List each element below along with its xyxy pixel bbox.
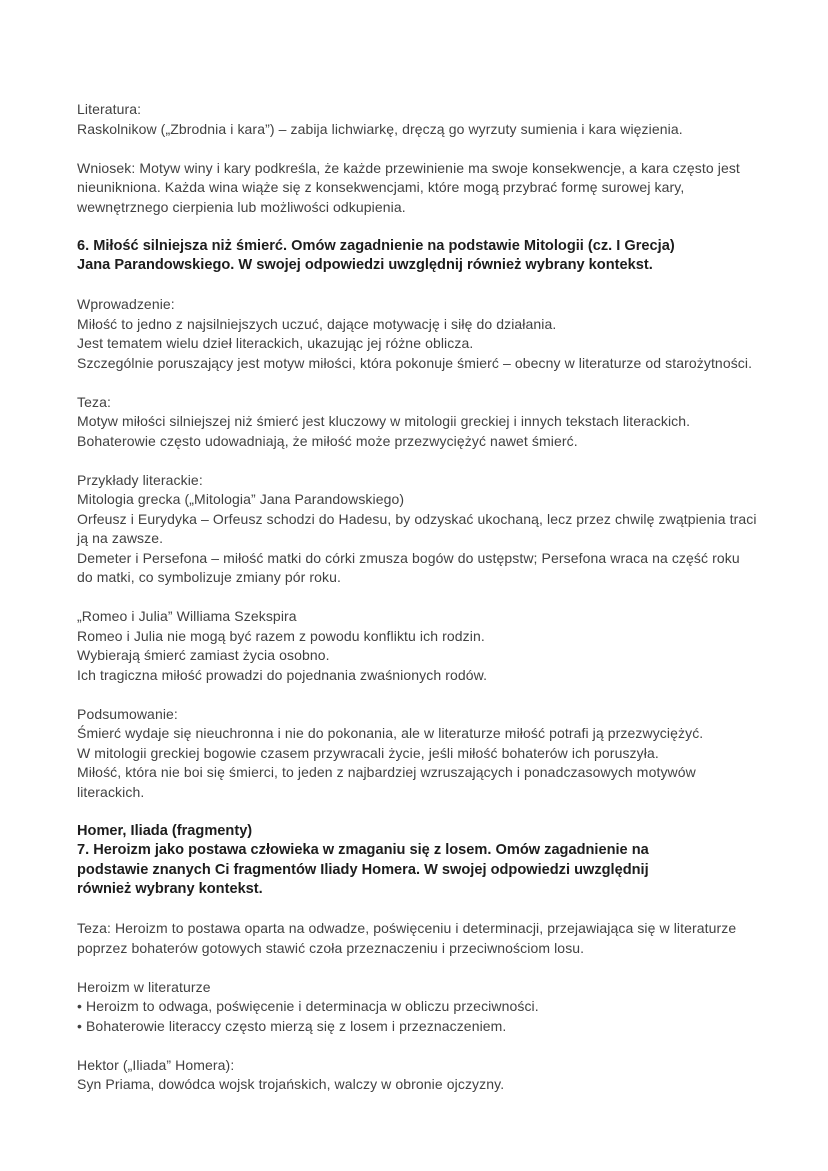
text-line: do matki, co symbolizuje zmiany pór roku. — [77, 569, 341, 585]
paragraph-block — [77, 295, 797, 373]
text-line: Hektor („Iliada” Homera): — [77, 1056, 235, 1073]
heading-line: 7. Heroizm jako postawa człowieka w zmaganiu się z losem. Omów zagadnienie na — [77, 842, 649, 858]
paragraph-block — [77, 607, 797, 685]
text-line: Wniosek: Motyw winy i kary podkreśla, że każde przewinienie ma swoje konsekwencje, a kara często jest — [77, 159, 740, 176]
text-line: Miłość, która nie boi się śmierci, to jeden z najbardziej wzruszających i ponadczasowych motywów — [77, 764, 696, 780]
text-line: Orfeusz i Eurydyka – Orfeusz schodzi do Hadesu, by odzyskać ukochaną, lecz przez chwilę zwątpienia traci — [77, 510, 757, 527]
paragraph-block — [77, 1056, 797, 1095]
text-line: Syn Priama, dowódca wojsk trojańskich, walczy w obronie ojczyzny. — [77, 1076, 505, 1092]
text-line: wewnętrznego cierpienia lub możliwości odkupienia. — [77, 198, 406, 215]
text-line: Szczególnie poruszający jest motyw miłości, która pokonuje śmierć – obecny w literaturze od starożytności. — [77, 354, 753, 371]
heading-line: Homer, Iliada (fragmenty) — [77, 822, 253, 839]
text-line: • Bohaterowie literaccy często mierzą się z losem i przeznaczeniem. — [77, 1017, 507, 1034]
text-line: Teza: Heroizm to postawa oparta na odwadze, poświęceniu i determinacji, przejawiająca się w literaturze — [77, 920, 737, 936]
paragraph-block — [77, 978, 797, 1037]
paragraph-block — [77, 705, 797, 803]
text-line: • Heroizm to odwaga, poświęcenie i determinacja w obliczu przeciwności. — [77, 998, 539, 1014]
text-line: Bohaterowie często udowadniają, że miłość może przezwyciężyć nawet śmierć. — [77, 432, 578, 449]
text-line: Miłość to jedno z najsilniejszych uczuć, dające motywację i siłę do działania. — [77, 315, 557, 332]
paragraph-block — [77, 471, 797, 588]
heading-block — [77, 237, 797, 276]
text-line: poprzez bohaterów gotowych stawić czoła przeznaczeniu i przeciwnościom losu. — [77, 939, 585, 956]
text-line: literackich. — [77, 783, 145, 800]
text-line: Teza: — [77, 393, 111, 410]
heading-block — [77, 822, 797, 900]
text-line: Romeo i Julia nie mogą być razem z powodu konfliktu ich rodzin. — [77, 627, 485, 644]
text-line: Motyw miłości silniejszej niż śmierć jest kluczowy w mitologii greckiej i innych tekstach literackich. — [77, 413, 691, 429]
heading-line: również wybrany kontekst. — [77, 881, 263, 897]
text-line: Wprowadzenie: — [77, 296, 175, 312]
document-body — [77, 100, 797, 1095]
paragraph-block — [77, 159, 797, 218]
text-line: ją na zawsze. — [77, 530, 164, 546]
heading-line: 6. Miłość silniejsza niż śmierć. Omów zagadnienie na podstawie Mitologii (cz. I Grecja) — [77, 237, 675, 254]
text-line: Heroizm w literaturze — [77, 978, 211, 995]
heading-line: Jana Parandowskiego. W swojej odpowiedzi uwzględnij również wybrany kontekst. — [77, 257, 653, 273]
paragraph-block — [77, 100, 797, 139]
text-line: Jest tematem wielu dzieł literackich, ukazując jej różne oblicza. — [77, 335, 474, 351]
heading-line: podstawie znanych Ci fragmentów Iliady Homera. W swojej odpowiedzi uwzględnij — [77, 861, 649, 878]
text-line: Raskolnikow („Zbrodnia i kara”) – zabija lichwiarkę, dręczą go wyrzuty sumienia i kara więzienia. — [77, 120, 683, 137]
text-line: „Romeo i Julia” Williama Szekspira — [77, 608, 297, 624]
text-line: Podsumowanie: — [77, 705, 178, 722]
text-line: W mitologii greckiej bogowie czasem przywracali życie, jeśli miłość bohaterów ich poruszyła. — [77, 744, 659, 761]
text-line: Śmierć wydaje się nieuchronna i nie do pokonania, ale w literaturze miłość potrafi ją przezwyciężyć. — [77, 725, 704, 741]
text-line: Mitologia grecka („Mitologia” Jana Parandowskiego) — [77, 491, 405, 507]
text-line: Ich tragiczna miłość prowadzi do pojednania zwaśnionych rodów. — [77, 666, 488, 683]
text-line: Demeter i Persefona – miłość matki do córki zmusza bogów do ustępstw; Persefona wraca na część roku — [77, 549, 740, 566]
paragraph-block — [77, 393, 797, 452]
text-line: nieunikniona. Każda wina wiąże się z konsekwencjami, które mogą przybrać formę surowej kary, — [77, 179, 685, 195]
text-line: Przykłady literackie: — [77, 471, 203, 488]
paragraph-block — [77, 919, 797, 958]
text-line: Literatura: — [77, 101, 142, 117]
text-line: Wybierają śmierć zamiast życia osobno. — [77, 647, 330, 663]
